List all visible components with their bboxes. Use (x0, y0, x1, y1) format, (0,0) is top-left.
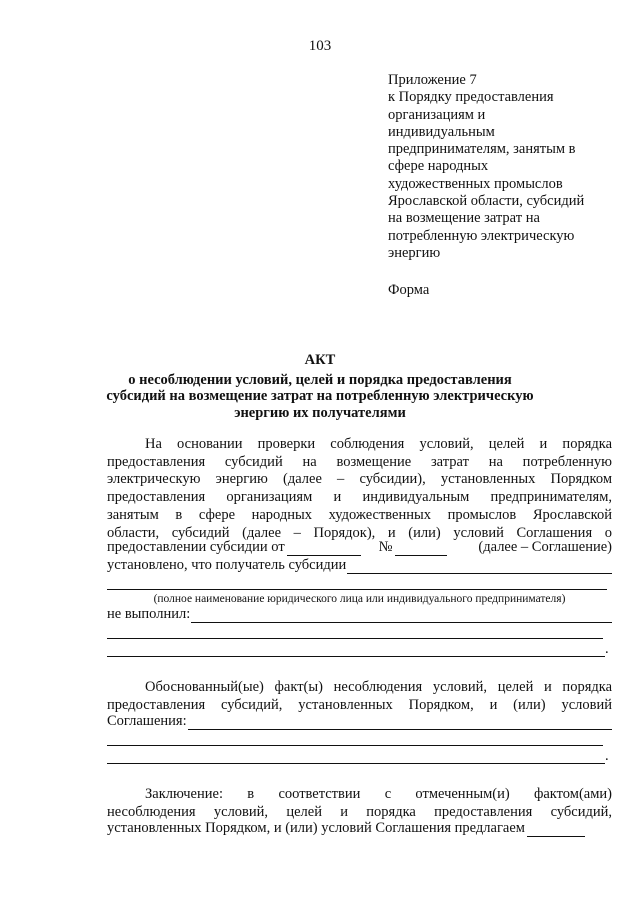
appendix-line: сфере народных (388, 158, 489, 175)
period: . (605, 641, 609, 657)
agreement-facts-label: Соглашения: (107, 713, 187, 729)
recipient-field-line[interactable] (107, 589, 607, 590)
paragraph-basis (107, 436, 612, 542)
appendix-note (388, 72, 618, 262)
appendix-line: художественных промыслов (388, 175, 563, 192)
agreement-facts-field[interactable] (188, 715, 612, 730)
paragraph-line: На основании проверки соблюдения условий, целей и порядка (145, 436, 612, 452)
appendix-line: к Порядку предоставления (388, 89, 554, 106)
paragraph-line: занятым в сфере народных художественных промыслов Ярославской (107, 506, 612, 523)
paragraph-line: электрическую энергию (далее – субсидии), установленных Порядком (107, 471, 612, 488)
recipient-row (107, 557, 612, 574)
agreement-facts-field-line[interactable] (107, 745, 603, 746)
not-fulfilled-field[interactable] (191, 608, 612, 623)
appendix-line: организациям и (388, 106, 486, 123)
document-title (100, 352, 540, 421)
conclusion-row (107, 820, 612, 837)
form-label: Форма (388, 282, 430, 298)
not-fulfilled-label: не выполнил: (107, 606, 191, 622)
appendix-line: потребленную электрическую (388, 227, 575, 244)
not-fulfilled-field-line[interactable] (107, 656, 605, 657)
paragraph-line: предоставления организациям и индивидуальным предпринимателям, (107, 489, 612, 506)
appendix-line: Ярославской области, субсидий (388, 193, 585, 210)
agreement-number-label: № (378, 539, 393, 555)
paragraph-line: области, субсидий (далее – Порядок), и (или) условий Соглашения о (107, 524, 612, 541)
period: . (605, 748, 609, 764)
agreement-facts-field-line[interactable] (107, 763, 605, 764)
not-fulfilled-field-line[interactable] (107, 638, 603, 639)
title-subtitle: о несоблюдении условий, целей и порядка предоставления субсидий на возмещение затрат на потребленную электрическую энергию их получателями (106, 371, 534, 421)
not-fulfilled-row (107, 606, 612, 623)
paragraph-facts (107, 679, 612, 714)
appendix-line: Приложение 7 (388, 72, 477, 88)
page-number: 103 (308, 38, 332, 54)
appendix-line: энергию (388, 244, 441, 261)
appendix-line: на возмещение затрат на (388, 210, 540, 227)
agreement-date-field[interactable] (287, 541, 361, 556)
title-main: АКТ (304, 352, 336, 368)
appendix-line: индивидуальным (388, 123, 495, 140)
recipient-label: установлено, что получатель субсидии (107, 557, 347, 573)
agreement-facts-row (107, 713, 612, 730)
paragraph-line: предоставления субсидий, установленных Порядком, и (или) условий (107, 696, 612, 713)
paragraph-line: Заключение: в соответствии с отмеченным(и) фактом(ами) (145, 786, 612, 802)
conclusion-field[interactable] (527, 822, 585, 837)
paragraph-line: несоблюдения условий, целей и порядка предоставления субсидий, (107, 803, 612, 820)
agreement-number-field[interactable] (395, 541, 447, 556)
paragraph-line: Обоснованный(ые) факт(ы) несоблюдения условий, целей и порядка (145, 679, 612, 695)
recipient-caption: (полное наименование юридического лица или индивидуального предпринимателя) (153, 593, 566, 605)
agreement-alias: (далее – Соглашение) (478, 539, 612, 555)
appendix-line: предпринимателям, занятым в (388, 141, 576, 158)
paragraph-conclusion (107, 786, 612, 821)
paragraph-line: предоставления субсидий на возмещение затрат на потребленную (107, 453, 612, 470)
agreement-date-label: предоставлении субсидии от (107, 539, 285, 555)
conclusion-label: установленных Порядком, и (или) условий Соглашения предлагаем (107, 820, 525, 836)
agreement-row (107, 539, 612, 556)
recipient-field[interactable] (347, 559, 612, 574)
